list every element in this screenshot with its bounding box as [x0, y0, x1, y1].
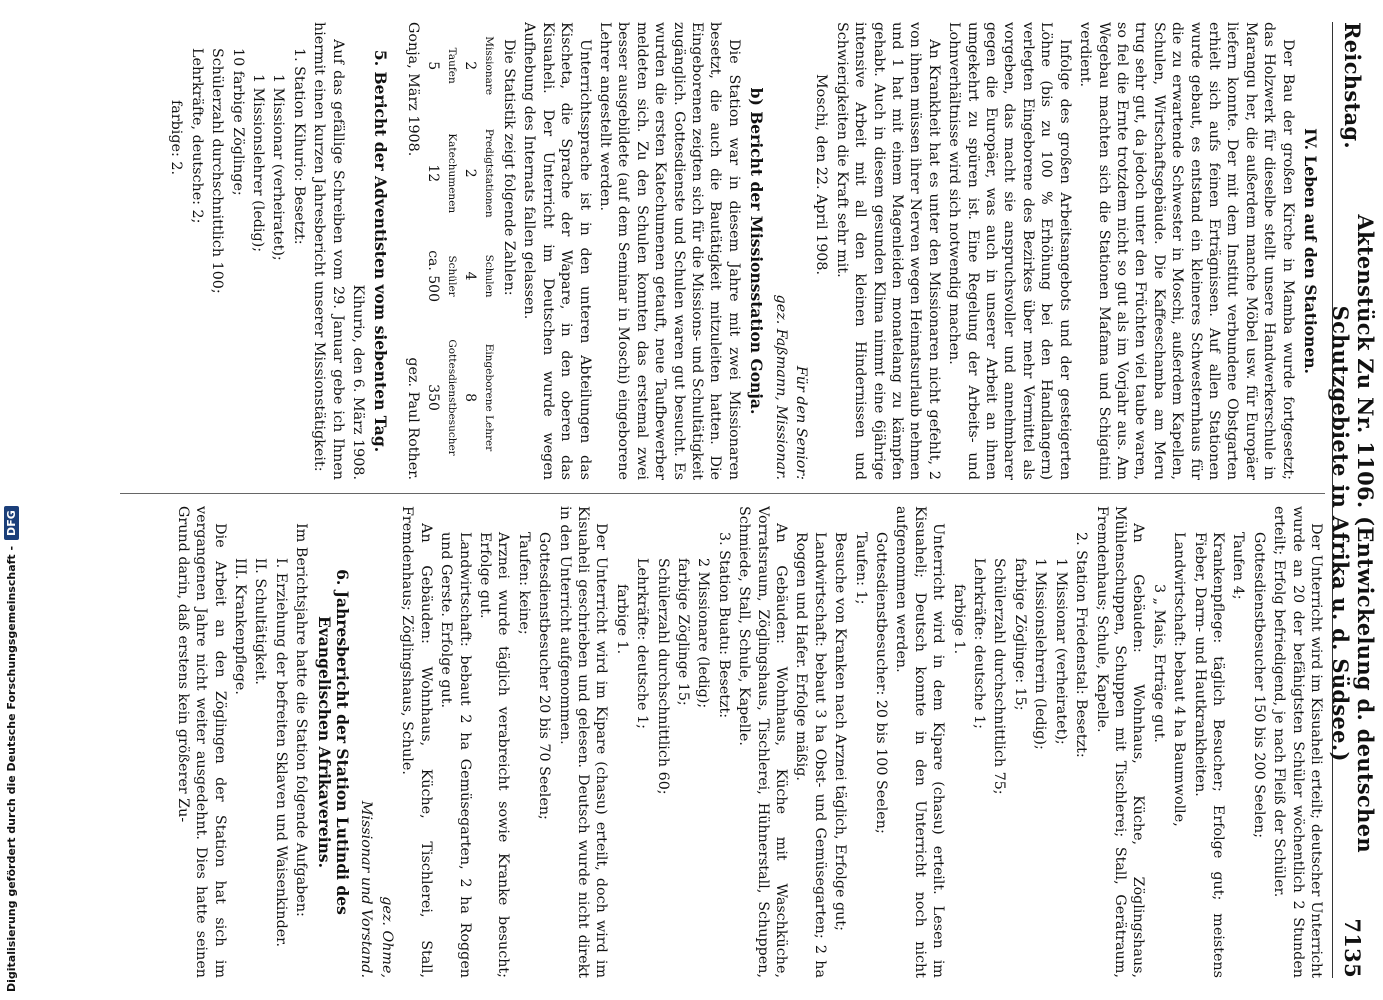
list-item: Taufen: keine; [515, 532, 532, 635]
page-number: 7135 [1340, 918, 1366, 978]
list-item: I. Erziehung der befreiten Sklaven und Waisenkinder. [272, 558, 289, 947]
right-column [120, 506, 1325, 978]
paragraph: Unterricht wird in dem Kipare (chasu) erteilt. Lesen im Kisuaheli; Deutsch konnte in den Unterricht noch nicht aufgenommen werden. [893, 506, 947, 978]
table-cell: 12 [425, 164, 442, 183]
list-item: farbige Zöglinge 15; [675, 558, 691, 706]
paragraph: Die Station war in diesem Jahre mit zwei Missionaren besetzt, die auch die Bautätigkeit mitzuleiten hatten. Die Eingeborenen zeigten sich für die Missions- und Schultätigkeit zugänglich. Gottesdienste und Schulen waren gut besucht. Es wurden die ersten Katechumenen getauft, neue Taufbewerber meldeten sich. Zu den Schulen konnten das erstemal zwei besser ausgebildete (auf dem Seminar in Moschi) eingeborene Lehrer angestellt werden. [596, 22, 742, 480]
list-item: Krankenpflege: täglich Besucher; Erfolge gut; meistens Fieber, Darm- und Hautkrankheiten. [1191, 532, 1226, 978]
list-item: Lehrkräfte, deutsche: 2; [188, 48, 205, 224]
table-header: Predigtstationen [482, 128, 495, 218]
list-item: Taufen 4; [1230, 532, 1247, 600]
list-item: 1 Missionar (verheiratet); [1052, 558, 1069, 745]
header-title: Aktenstück Zu Nr. 1106. (Entwickelung d. deutschen Schutzgebiete in Afrika u. d. Südsee.) [1328, 214, 1378, 853]
dfg-logo-icon: DFG [4, 506, 19, 540]
signature-line: gez. Faßmann, Missionar. [772, 294, 789, 480]
list-item: Gottesdienstbesucher: 20 bis 100 Seelen; [873, 532, 890, 834]
list-item: Lehrkräfte: deutsche 1; [971, 558, 988, 729]
dateline-text: Gonja, März 1908. [404, 22, 421, 157]
signature-line: gez. Paul Rother. [404, 357, 421, 480]
paragraph: Der Unterricht wird im Kisuaheli erteilt; deutscher Unterricht wurde an 20 der befähigtsten Schüler wöchentlich 2 Stunden erteilt; Erfolg befriedigend, je nach Fleiß der Schüler. [1271, 506, 1324, 978]
table-cell: 350 [425, 384, 442, 411]
paragraph: Unterrichtssprache ist in den unteren Abteilungen das Kischeta, die Sprache der Wapare, in den oberen das Kisuaheli. Der Unterricht im Deutschen wurde wegen Aufhebung des Internats fallen gelassen. [521, 22, 593, 480]
paragraph: Die Arbeit an den Zöglingen der Station hat sich im vergangenen Jahre nicht weiter ausgedehnt. Dies hatte seinen Grund darin, daß erstens kein größerer Zu- [174, 506, 228, 978]
dateline [404, 22, 422, 480]
paragraph: Der Bau der großen Kirche in Mamba wurde fortgesetzt; das Holzwerk für dieselbe stellt unsere Handwerkerschule in Marangu her, die außerdem manche Möbel usw. für Europäer liefern konnte. Der mit dem Institut verbundene Obstgarten erhielt sich aufs feinen Erträgnissen. Auf allen Stationen wurde gebaut, es entstand ein kleineres Schwesternhaus für die zu erwartende Schwester in Moschi, außerdem Kapellen, Schulen, Wirtschaftsgebäude. Die Kaffeeschamba am Meru trug sehr gut, da jedoch unter den Früchten viel taube waren, so fiel die Ernte trotzdem nicht so gut als im Vorjahr aus. Am Wegebau machten sich die Stationen Mafama und Schigatini verdient. [1077, 22, 1296, 480]
signature-line: Für den Senior: [793, 365, 810, 480]
page-header [1328, 22, 1378, 978]
table-row [461, 22, 479, 480]
list-item: farbige Zöglinge: 15; [1011, 558, 1028, 711]
dateline: Moschi, den 22. April 1908. [813, 74, 830, 276]
paragraph: An Gebäuden: Wohnhaus, Küche mit Waschküche, Vorratsraum, Zöglingshaus, Tischlerei, Hühnerstall, Schuppen, Schmiede, Stall, Schule, Kapelle. [736, 506, 790, 978]
paragraph: An Gebäuden: Wohnhaus, Küche, Zöglingshaus, Mühlenschuppen, Schuppen mit Tischlerei; Stall, Gerätraum, Fremdenhaus; Schule, Kapelle. [1093, 506, 1147, 978]
digitization-footer [0, 0, 22, 1000]
table-header: Katechumenen [445, 133, 458, 214]
paragraph: Die Statistik zeigt folgende Zahlen: [500, 39, 517, 296]
paragraph: An Gebäuden: Wohnhaus, Küche, Tischlerei, Stall, Fremdenhaus; Zöglingshaus, Schule. [399, 506, 434, 978]
table-cell: 5 [425, 61, 442, 71]
list-item: Taufen: 1; [852, 532, 869, 605]
table-cell: 2 [462, 61, 479, 71]
list-item: farbige 1. [613, 584, 630, 655]
list-item: 1. Station Kihurio: Besetzt: [290, 48, 307, 245]
list-item: Landwirtschaft: bebaut 4 ha Baumwolle, [1171, 532, 1188, 827]
signature-line: Missionar und Vorstand. [358, 800, 375, 978]
list-item: farbige: 2. [168, 100, 185, 175]
paragraph: Infolge des großen Arbeitsangebots und der gesteigerten Löhne (bis zu 100 % Erhöhung bei den Handlangern) verlegten Eingeborene des Bezirkes über mehr Vermittel als vorgeben, das macht sie anspruchsvoller und annehmbarer gegen die Europäer, was auch in unserer Arbeit an ihnen umgekehrt zu spüren ist. Eine Regelung der Arbeits- und Lohnverhältnisse wird sich notwendig machen. [946, 22, 1073, 480]
list-item: 3 „ Mais, Erträge gut. [1150, 584, 1167, 743]
list-item: 2 Missionare (ledig); [695, 558, 712, 709]
table-header: Schüler [445, 255, 458, 297]
table-cell: 8 [462, 393, 479, 402]
list-item: 1 Missionslehrer (ledig); [250, 74, 267, 253]
list-item: 1 Missionslehrerin (ledig); [1032, 558, 1049, 750]
paragraph: Auf das gefällige Schreiben vom 29. Januar gebe ich Ihnen hiermit einen kurzen Jahresbericht unserer Missionstätigkeit: [311, 22, 346, 480]
paragraph: An Krankheit hat es unter den Missionaren nicht gefehlt, 2 von ihnen müssen ihrer Nerven wegen Heimatsurlaub nehmen und 1 hat mit einem Magenleiden monatelang zu kämpfen gehabt. Auch in diesem gesunden Klima nimmt eine 6jährige intensive Arbeit mit all den kleinen Hindernissen und Schwierigkeiten die Kraft sehr mit. [833, 22, 942, 480]
table-header: Taufen [445, 47, 458, 84]
paragraph: Im Berichtsjahre hatte die Station folgende Aufgaben: [293, 523, 310, 917]
list-item: Schülerzahl durchschnittlich 100; [209, 48, 226, 294]
list-item: 1 Missionar (verheiratet); [270, 74, 287, 261]
left-column [120, 22, 1325, 480]
list-item: 10 farbige Zöglinge; [229, 48, 246, 196]
table-header: Schulen [482, 254, 495, 298]
list-item: Landwirtschaft: bebaut 2 ha Gemüsegarten, 2 ha Roggen und Gerste. Erfolge gut. [438, 532, 473, 978]
section-heading: 6. Jahresbericht der Station Lutindi des Evangelischen Afrikavereins. [314, 569, 353, 915]
list-item: Schülerzahl durchschnittlich 60; [654, 558, 671, 795]
list-item: Lehrkräfte: deutsche 1; [634, 558, 651, 729]
footer-rotated [0, 0, 22, 1000]
footer-text: Digitalisierung gefördert durch die Deutsche Forschungsgemeinschaft - [4, 545, 18, 992]
table-cell: 4 [462, 271, 479, 281]
list-item: farbige 1. [950, 584, 967, 655]
section-heading: 5. Bericht der Adventisten vom siebenten Tag. [371, 49, 391, 453]
list-item: Schülerzahl durchschnittlich 75; [991, 558, 1008, 795]
table-header-row [479, 22, 497, 480]
list-item: III. Krankenpflege. [232, 558, 249, 695]
list-item: Besuche von Kranken nach Arznei täglich, Erfolge gut; [832, 532, 849, 931]
table-row [424, 22, 442, 480]
paragraph: Der Unterricht wird im Kipare (chasu) erteilt, doch wird im Kisuaheli geschrieben und gelesen. Deutsch wurde nicht direkt in den Unterricht aufgenommen. [556, 506, 610, 978]
dateline: Kihurio, den 6. März 1908. [350, 284, 367, 480]
header-left: Reichstag. [1340, 22, 1366, 149]
list-item: Gottesdienstbesucher 150 bis 200 Seelen; [1250, 532, 1267, 839]
column-divider [120, 493, 1325, 494]
list-item: II. Schultätigkeit. [252, 558, 269, 685]
table-cell: 2 [462, 168, 479, 178]
list-item: 2. Station Friedenstal: Besetzt: [1073, 532, 1090, 758]
table-header: Eingeborene Lehrer [482, 343, 495, 452]
list-item: Arznei wurde täglich verabreicht sowie Kranke besucht; Erfolge gut. [476, 532, 512, 978]
signature-line: gez. Ohme, [378, 896, 395, 978]
statistics-table [424, 22, 498, 480]
table-header-row [442, 22, 460, 480]
list-item: 3. Station Buatu: Besetzt: [715, 532, 732, 719]
subsection-heading: b) Bericht der Missionsstation Gonja. [747, 87, 767, 415]
table-cell: ca. 500 [425, 250, 442, 302]
list-item: Landwirtschaft: bebaut 3 ha Obst- und Gemüsegarten; 2 ha Roggen und Hafer. Erfolge mäßig. [793, 532, 828, 978]
table-header: Gottesdienstbesucher [445, 339, 458, 456]
section-heading: IV. Leben auf den Stationen. [1301, 128, 1320, 374]
table-header: Missionare [482, 36, 495, 96]
list-item: Gottesdienstbesucher 20 bis 70 Seelen; [536, 532, 553, 820]
